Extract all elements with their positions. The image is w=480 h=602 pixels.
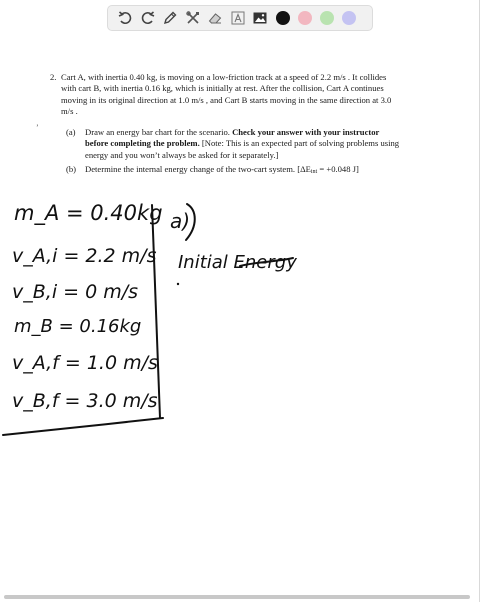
handwritten-line: v_A,i = 2.2 m/s — [12, 245, 157, 267]
part-a-bold: Check your answer with your instructor before completing the problem. — [85, 127, 380, 149]
handwritten-part-label: a) — [170, 209, 191, 233]
horizontal-scrollbar[interactable] — [4, 595, 470, 599]
part-b-answer: = +0.048 J] — [317, 164, 359, 175]
handwritten-underline — [3, 418, 163, 435]
margin-mark: ʼ — [36, 123, 39, 132]
part-b-label: (b) — [66, 164, 77, 175]
handwritten-line: m_B = 0.16kg — [14, 316, 142, 337]
part-a-label: (a) — [66, 127, 76, 137]
part-a-text: Draw an energy bar chart for the scenario. — [85, 127, 233, 137]
part-a-note: [Note: This is an expected part of solving problems using energy and you won’t always be asked for it separately.] — [85, 138, 400, 160]
handwritten-heading: Initial Energy — [178, 252, 297, 273]
handwritten-divider — [152, 205, 160, 418]
handwritten-line: v_B,i = 0 m/s — [12, 281, 139, 303]
part-b-subscript: int — [310, 169, 318, 176]
handwritten-line: v_B,f = 3.0 m/s — [12, 390, 158, 412]
problem-text: Cart A, with inertia 0.40 kg, is moving on a low-friction track at a speed of 2.2 m/s . It collides with cart B, with inertia 0.16 kg, which is initially at rest. After the collision, Cart A continues moving in its original direction at 1.0 m/s , and Cart B starts moving in the same direction at 3.0 m/s . — [61, 72, 392, 117]
handwritten-line: m_A = 0.40kg — [14, 201, 163, 225]
part-b-text: Determine the internal energy change of the two-cart system. [ΔE — [85, 164, 311, 175]
handwritten-line: v_A,f = 1.0 m/s — [12, 352, 158, 374]
problem-number: 2. — [50, 72, 57, 82]
handwritten-dot — [177, 283, 179, 285]
